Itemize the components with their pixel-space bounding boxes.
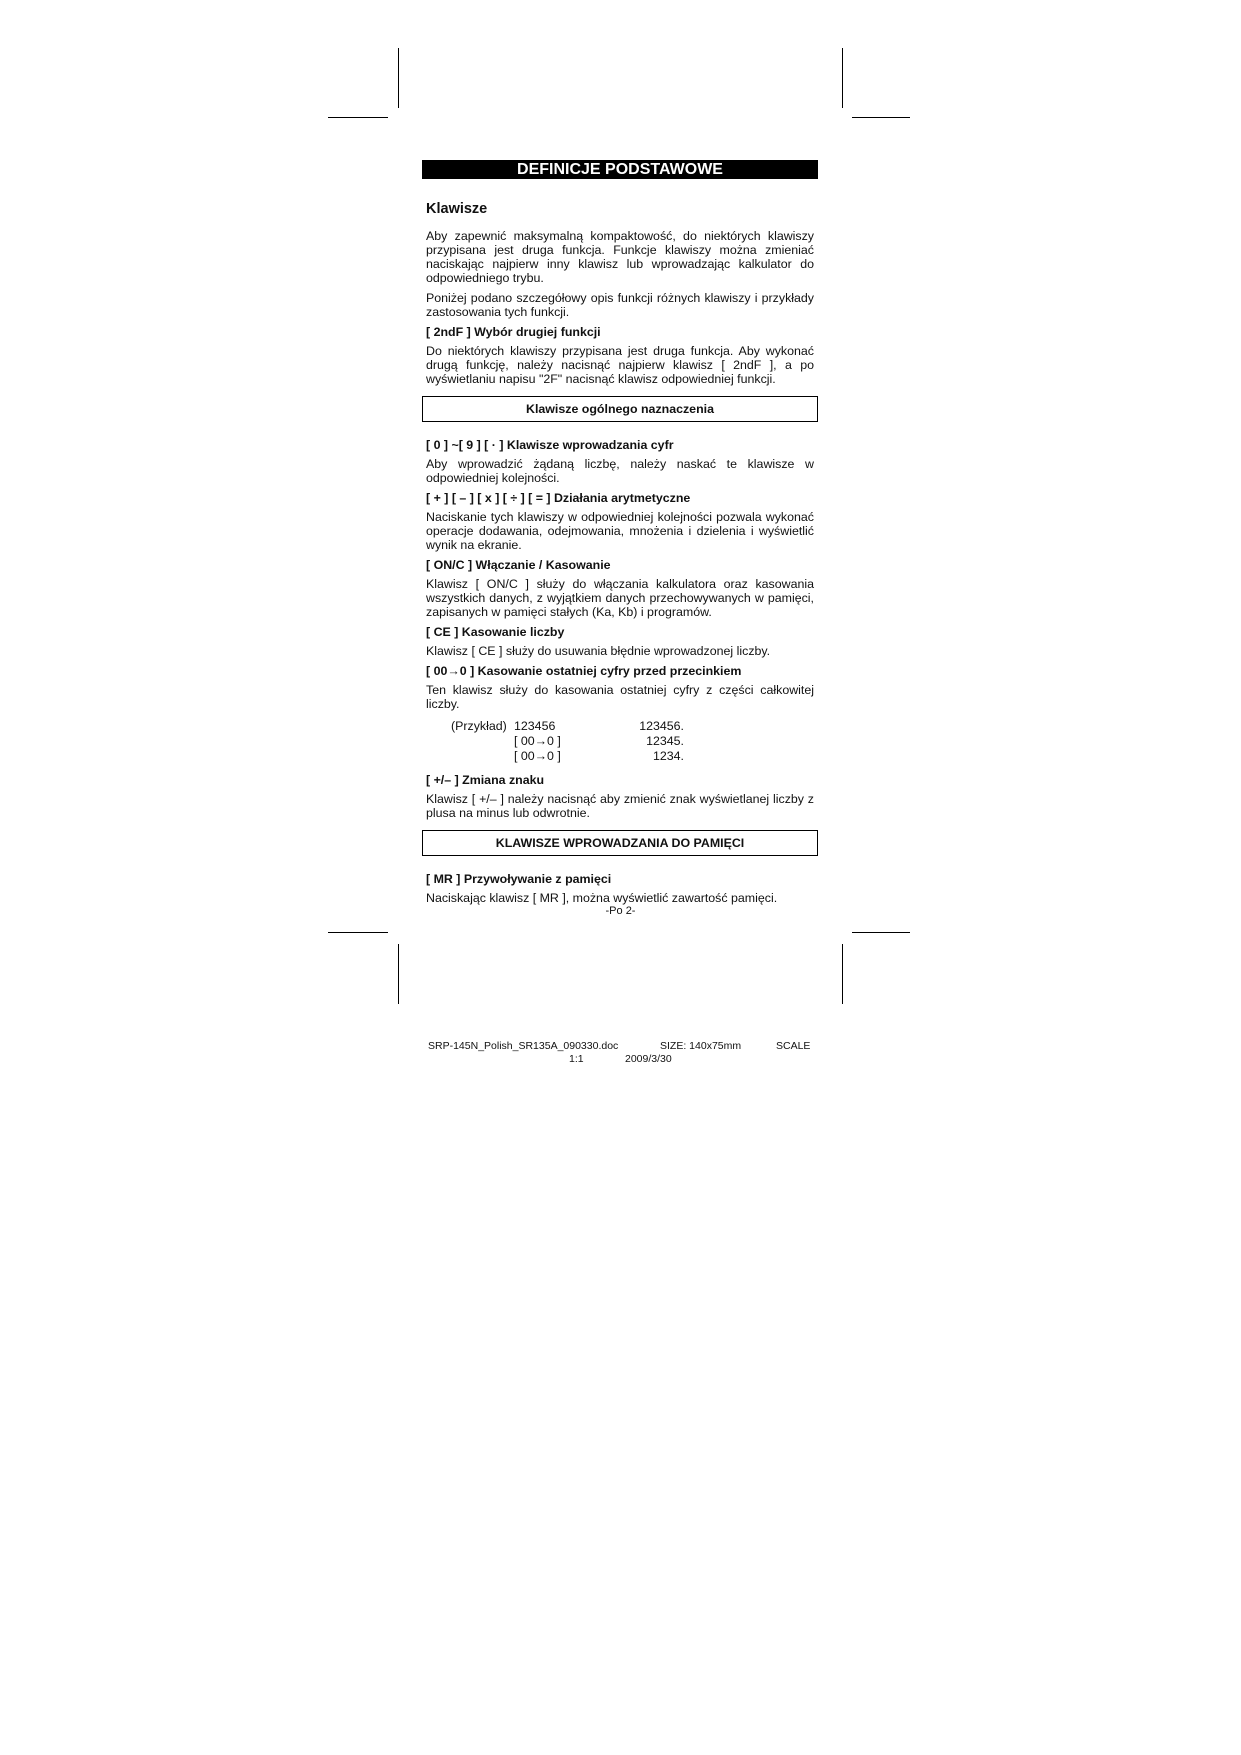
crop-mark [328, 117, 388, 118]
key-heading-digits: [ 0 ] ~[ 9 ] [ · ] Klawisze wprowadzania cyfr [426, 438, 674, 452]
intro-paragraph: Aby zapewnić maksymalną kompaktowość, do niektórych klawiszy przypisana jest druga funkcja. Funkcje klawiszy można zmieniać naciskając najpierw inny klawisz lub wprowadzając kalkulator do odpowiedniego trybu. [426, 229, 814, 285]
crop-mark [398, 48, 399, 108]
crop-mark [842, 48, 843, 108]
page-content [422, 160, 818, 911]
key-heading-sign: [ +/– ] Zmiana znaku [426, 773, 545, 787]
key-description-onc: Klawisz [ ON/C ] służy do włączania kalkulatora oraz kasowania wszystkich danych, z wyjątkiem danych przechowywanych w pamięci, zapisanych w pamięci stałych (Ka, Kb) i programów. [426, 577, 814, 619]
key-description-sign: Klawisz [ +/– ] należy nacisnąć aby zmienić znak wyświetlanej liczby z plusa na minus lub odwrotnie. [426, 792, 814, 820]
footer-date: 2009/3/30 [625, 1053, 672, 1065]
key-description-digits: Aby wprowadzić żądaną liczbę, należy naskać te klawisze w odpowiedniej kolejności. [426, 457, 814, 485]
key-heading-onc: [ ON/C ] Włączanie / Kasowanie [426, 558, 611, 572]
section-heading: Klawisze [426, 201, 488, 217]
example-key: [ 00→0 ] [514, 749, 561, 763]
example-block [426, 719, 814, 765]
key-heading-shift: [ 00→0 ] Kasowanie ostatniej cyfry przed przecinkiem [426, 664, 742, 678]
example-result: 12345. [646, 734, 684, 748]
example-label: (Przykład) [451, 719, 507, 733]
box-heading-memory: KLAWISZE WPROWADZANIA DO PAMIĘCI [422, 830, 818, 856]
crop-mark [328, 932, 388, 933]
footer-filename: SRP-145N_Polish_SR135A_090330.doc [428, 1040, 619, 1052]
key-description-mr: Naciskając klawisz [ MR ], można wyświetlić zawartość pamięci. [426, 891, 778, 905]
example-key: 123456 [514, 719, 556, 733]
footer-scale: SCALE [776, 1040, 811, 1052]
example-key: [ 00→0 ] [514, 734, 561, 748]
footer-ratio: 1:1 [569, 1053, 584, 1065]
crop-mark [852, 932, 910, 933]
crop-mark [398, 944, 399, 1004]
box-heading-general: Klawisze ogólnego naznaczenia [422, 396, 818, 422]
key-description-ce: Klawisz [ CE ] służy do usuwania błędnie wprowadzonej liczby. [426, 644, 771, 658]
intro-paragraph: Poniżej podano szczegółowy opis funkcji różnych klawiszy i przykłady zastosowania tych funkcji. [426, 291, 814, 319]
key-heading-2ndf: [ 2ndF ] Wybór drugiej funkcji [426, 325, 601, 339]
key-description-arith: Naciskanie tych klawiszy w odpowiedniej kolejności pozwala wykonać operacje dodawania, odejmowania, mnożenia i dzielenia i wyświetlić wynik na ekranie. [426, 510, 814, 552]
key-heading-arith: [ + ] [ – ] [ x ] [ ÷ ] [ = ] Działania arytmetyczne [426, 491, 691, 505]
example-result: 123456. [639, 719, 684, 733]
page-title: DEFINICJE PODSTAWOWE [422, 160, 818, 179]
page-number: -Po 2- [605, 905, 636, 917]
example-result: 1234. [652, 749, 684, 763]
key-heading-mr: [ MR ] Przywoływanie z pamięci [426, 872, 612, 886]
footer-size: SIZE: 140x75mm [660, 1040, 742, 1052]
key-heading-ce: [ CE ] Kasowanie liczby [426, 625, 565, 639]
key-description-shift: Ten klawisz służy do kasowania ostatniej cyfry z części całkowitej liczby. [426, 683, 814, 711]
key-description-2ndf: Do niektórych klawiszy przypisana jest druga funkcja. Aby wykonać drugą funkcję, należy nacisnąć najpierw klawisz [ 2ndF ], a po wyświetlaniu napisu "2F" nacisnąć klawisz odpowiedniej funkcji. [426, 344, 814, 386]
crop-mark [842, 944, 843, 1004]
crop-mark [852, 117, 910, 118]
